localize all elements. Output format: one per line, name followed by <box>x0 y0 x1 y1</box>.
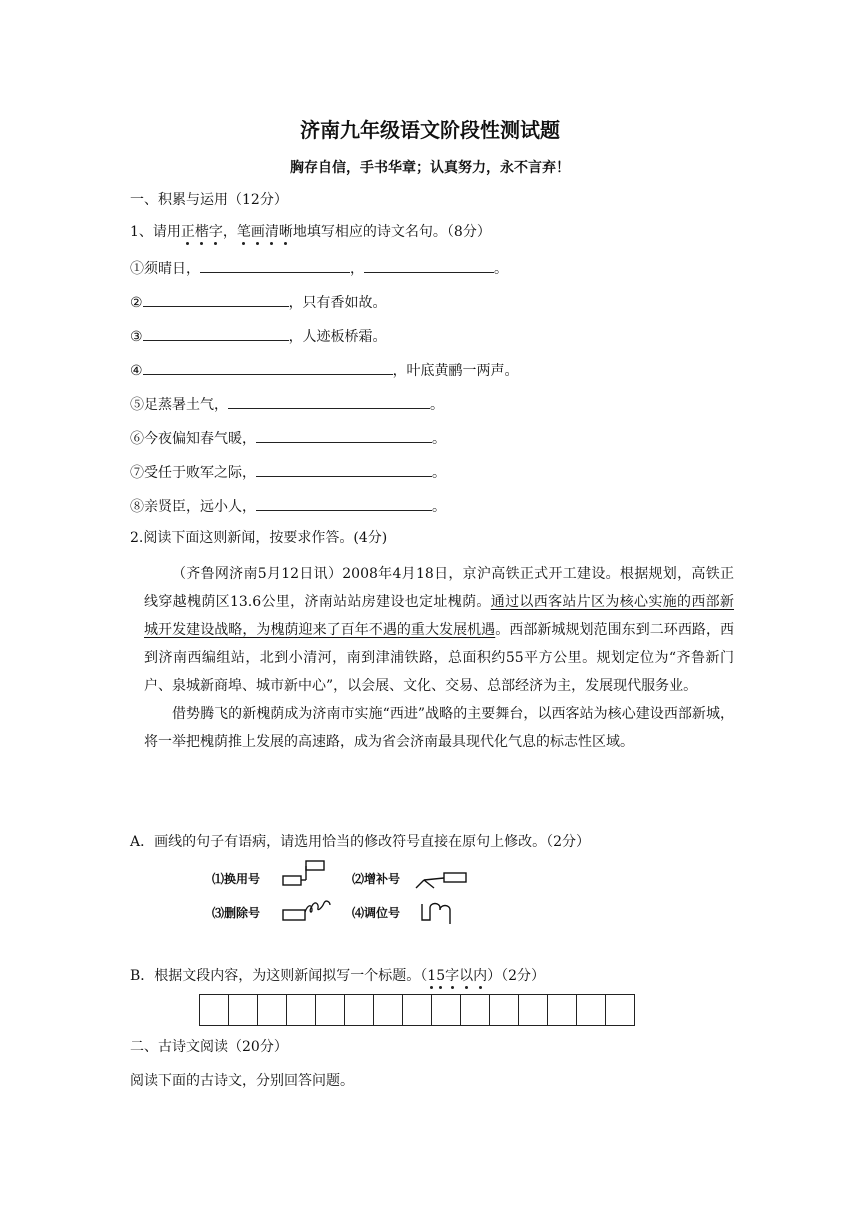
answer-blank[interactable] <box>143 292 289 307</box>
q1-item-5 <box>130 394 444 415</box>
grid-cell[interactable] <box>547 994 577 1026</box>
motto: 胸存自信，手书华章；认真努力，永不言弃！ <box>290 160 570 176</box>
item-text: ⑤足蒸暑土气， <box>130 397 228 413</box>
emphasis-char: 5 <box>436 968 446 984</box>
news-text: 。西部新城规划范围东到二环西路，西到济南西编组站，北到小清河，南到津浦铁路，总面积约55平方公里。规划定位为“齐鲁新门户、泉城新商埠、城市新中心”，以会展、文化、交易、总部经济为主，发展现代服务业。 <box>144 622 734 694</box>
grid-cell[interactable] <box>489 994 519 1026</box>
section2-heading: 二、古诗文阅读（20分） <box>130 1039 288 1055</box>
part-b-suffix: ）（2分） <box>487 968 546 984</box>
underlined-sentence: 通过以西客站片区为核心实施的西部新城开发建设战略，为槐荫迎来了百年不遇的重大发展机遇 <box>144 594 735 638</box>
emphasis-char: 1 <box>427 968 437 984</box>
item-text: 。 <box>430 397 444 413</box>
answer-blank[interactable] <box>364 258 494 273</box>
item-text: 。 <box>432 431 446 447</box>
q1-emphasis <box>181 224 293 240</box>
item-text: 。 <box>432 499 446 515</box>
item-text: ，人迹板桥霜。 <box>288 329 387 345</box>
q2-heading: 2.阅读下面这则新闻，按要求作答。(4分) <box>130 530 388 546</box>
item-text: ⑦受任于败军之际， <box>130 465 256 481</box>
grid-cell[interactable] <box>228 994 258 1026</box>
part-b-emphasis <box>427 968 487 984</box>
item-text: ，只有香如故。 <box>288 295 387 311</box>
emphasis-char: 字 <box>208 224 223 240</box>
emphasis-char: 晰 <box>278 224 293 240</box>
news-paragraph-1 <box>144 560 734 700</box>
q1-item-8 <box>130 496 446 517</box>
emphasis-char: 画 <box>250 224 265 240</box>
transpose-symbol-icon <box>418 898 458 926</box>
answer-blank[interactable] <box>256 496 432 511</box>
edit-symbols <box>212 858 482 926</box>
grid-cell[interactable] <box>576 994 606 1026</box>
insert-symbol-icon <box>414 864 470 892</box>
emphasis-char: 清 <box>264 224 279 240</box>
grid-cell[interactable] <box>199 994 229 1026</box>
item-text: ③ <box>130 329 143 345</box>
emphasis-char: 笔 <box>236 224 251 240</box>
replace-symbol-icon <box>282 860 326 890</box>
grid-cell[interactable] <box>460 994 490 1026</box>
section2-intro: 阅读下面的古诗文，分别回答问题。 <box>130 1073 354 1089</box>
emphasis-char: 正 <box>180 224 195 240</box>
emphasis-char: 以 <box>459 968 474 984</box>
grid-cell[interactable] <box>373 994 403 1026</box>
emphasis-char: 楷 <box>194 224 209 240</box>
answer-blank[interactable] <box>143 326 289 341</box>
symbol-insert-label: ⑵增补号 <box>352 872 401 886</box>
emphasis-char: 字 <box>445 968 460 984</box>
item-text: ⑧亲贤臣，远小人， <box>130 499 256 515</box>
grid-cell[interactable] <box>605 994 635 1026</box>
q1-item-7 <box>130 462 446 483</box>
answer-blank[interactable] <box>256 462 432 477</box>
symbol-transpose-label: ⑷调位号 <box>352 906 401 920</box>
q1-item-3 <box>130 326 387 347</box>
answer-blank[interactable] <box>256 428 432 443</box>
q1-prefix: 1、请用 <box>130 224 181 240</box>
answer-blank[interactable] <box>228 394 430 409</box>
emphasis-char: 内 <box>473 968 488 984</box>
symbol-replace-label: ⑴换用号 <box>212 872 261 886</box>
answer-blank[interactable] <box>200 258 350 273</box>
grid-cell[interactable] <box>344 994 374 1026</box>
q1-instruction <box>130 222 491 242</box>
item-text: ⑥今夜偏知春气暖， <box>130 431 256 447</box>
grid-cell[interactable] <box>402 994 432 1026</box>
item-text: ④ <box>130 363 143 379</box>
delete-symbol-icon <box>282 894 338 924</box>
part-b-prefix: B．根据文段内容，为这则新闻拟写一个标题。（ <box>130 968 428 984</box>
title-answer-grid <box>200 994 635 1026</box>
q2-part-a: A．画线的句子有语病，请选用恰当的修改符号直接在原句上修改。（2分） <box>130 834 591 850</box>
q1-item-1 <box>130 258 508 279</box>
item-text: 。 <box>432 465 446 481</box>
q1-item-4 <box>130 360 519 381</box>
grid-cell[interactable] <box>431 994 461 1026</box>
section1-heading: 一、积累与运用（12分） <box>130 192 288 208</box>
item-text: 。 <box>494 261 508 277</box>
grid-cell[interactable] <box>257 994 287 1026</box>
grid-cell[interactable] <box>286 994 316 1026</box>
answer-blank[interactable] <box>143 360 393 375</box>
news-text: （齐鲁网济南5月12日讯）2008年4月18日，京沪高铁正式开工建设。根据规划，高铁正线穿越槐荫区13.6公里，济南站站房建设也定址槐荫。 <box>144 566 734 610</box>
symbol-delete-label: ⑶删除号 <box>212 906 261 920</box>
q2-part-b <box>130 966 545 986</box>
q1-item-2 <box>130 292 387 313</box>
news-paragraph-2: 借势腾飞的新槐荫成为济南市实施“西进”战略的主要舞台，以西客站为核心建设西部新城，将一举把槐荫推上发展的高速路，成为省会济南最具现代化气息的标志性区域。 <box>144 706 734 750</box>
page-title: 济南九年级语文阶段性测试题 <box>300 118 560 142</box>
q1-item-6 <box>130 428 446 449</box>
item-text: ， <box>350 261 364 277</box>
emphasis-char: ， <box>222 224 237 240</box>
item-text: ，叶底黄鹂一两声。 <box>392 363 519 379</box>
q1-suffix: 地填写相应的诗文名句。（8分） <box>292 224 491 240</box>
grid-cell[interactable] <box>518 994 548 1026</box>
grid-cell[interactable] <box>315 994 345 1026</box>
item-text: ② <box>130 295 143 311</box>
item-text: ①须晴日， <box>130 261 200 277</box>
news-article <box>144 560 734 756</box>
